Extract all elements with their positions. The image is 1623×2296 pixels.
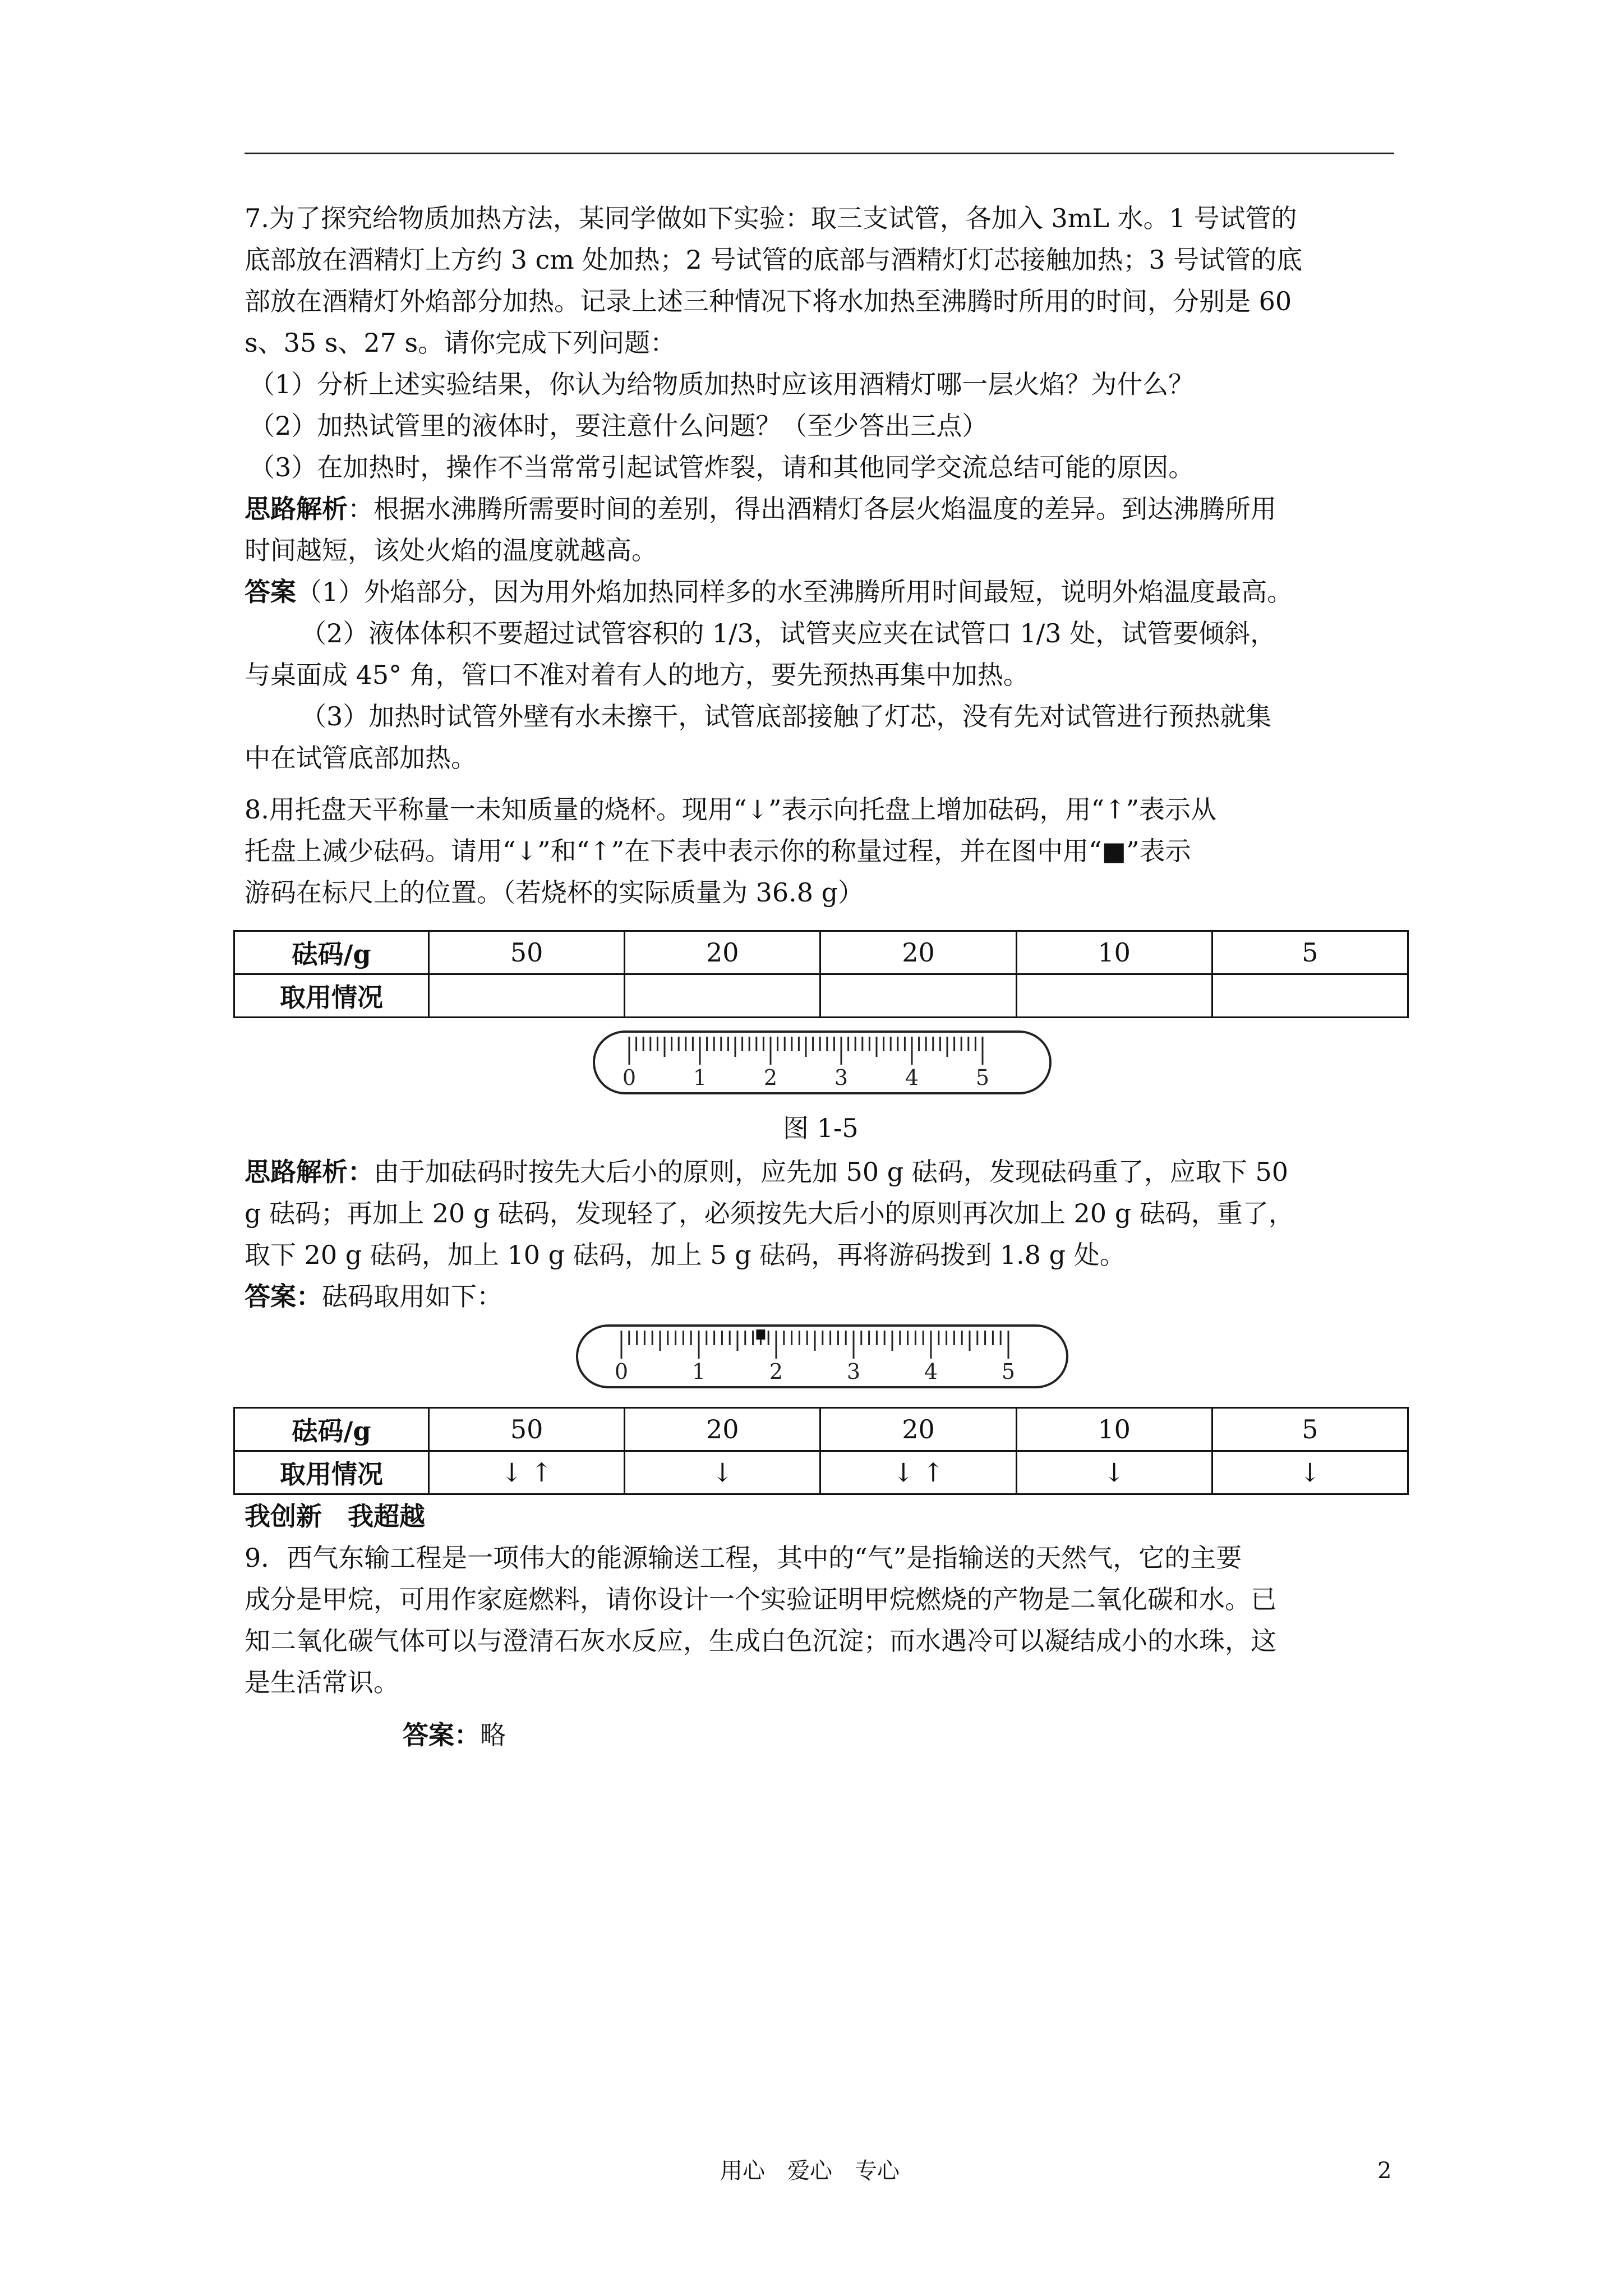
section-title: 我创新 我超越 bbox=[245, 1501, 425, 1531]
q7-line-2: 底部放在酒精灯上方约 3 cm 处加热；2 号试管的底部与酒精灯灯芯接触加热；3 号试管的底 bbox=[245, 245, 1303, 275]
q8-analysis-label: 思路解析： bbox=[245, 1157, 374, 1187]
ruler-tick-label: 1 bbox=[693, 1065, 707, 1090]
q9-line-4: 是生活常识。 bbox=[245, 1667, 399, 1697]
q9-line-2: 成分是甲烷，可用作家庭燃料，请你设计一个实验证明甲烷燃烧的产物是二氧化碳和水。已 bbox=[245, 1584, 1276, 1614]
ruler-tick-label: 2 bbox=[769, 1359, 783, 1384]
ruler-tick-label: 4 bbox=[924, 1359, 938, 1384]
q9-answer-line bbox=[403, 1718, 1552, 1752]
q9-line-3: 知二氧化碳气体可以与澄清石灰水反应，生成白色沉淀；而水遇冷可以凝结成小的水珠，这 bbox=[245, 1626, 1276, 1656]
weights-table-usage-cell[interactable] bbox=[1016, 974, 1212, 1018]
q8-answer-text: 砝码取用如下： bbox=[322, 1281, 502, 1312]
ruler-tick-label: 4 bbox=[905, 1065, 919, 1090]
q7-answer-1: （1）外焰部分，因为用外焰加热同样多的水至沸腾所用时间最短，说明外焰温度最高。 bbox=[296, 577, 1293, 607]
weights-table bbox=[233, 930, 1409, 1018]
answer-table-mass-cell: 50 bbox=[429, 1408, 625, 1451]
weights-table-header-label: 砝码/g bbox=[234, 931, 429, 974]
q8-line-1: 8.用托盘天平称量一未知质量的烧杯。现用“↓”表示向托盘上增加砝码，用“↑”表示从 bbox=[245, 794, 1217, 825]
q8-analysis-text: 由于加砝码时按先大后小的原则，应先加 50 g 砝码，发现砝码重了，应取下 50 bbox=[374, 1157, 1289, 1187]
answer-table-mass-cell: 5 bbox=[1212, 1408, 1408, 1451]
q8-analysis-line-2: g 砝码；再加上 20 g 砝码，发现轻了，必须按先大后小的原则再次加上 20 g 砝码，重了， bbox=[245, 1198, 1294, 1228]
q7-answer-label: 答案 bbox=[245, 577, 296, 607]
ruler-tick-label: 3 bbox=[846, 1359, 861, 1384]
rider-marker bbox=[756, 1329, 765, 1340]
q9-answer-text: 略 bbox=[480, 1720, 506, 1750]
answer-table-usage-row bbox=[234, 1451, 1408, 1494]
weights-table-mass-cell: 10 bbox=[1016, 931, 1212, 974]
answer-ruler-figure bbox=[575, 1324, 1069, 1393]
answer-table-usage-cell: ↓ ↑ bbox=[820, 1451, 1016, 1494]
q8-answer-line bbox=[245, 1279, 1394, 1314]
ruler-tick-label: 3 bbox=[834, 1065, 849, 1090]
weights-table-usage-cell[interactable] bbox=[625, 974, 820, 1018]
weights-table-mass-cell: 50 bbox=[429, 931, 625, 974]
weights-table-usage-cell[interactable] bbox=[820, 974, 1016, 1018]
footer-motto: 用心 爱心 专心 bbox=[720, 2158, 900, 2184]
weights-table-mass-cell: 20 bbox=[625, 931, 820, 974]
q7-answer-3-line-1: （3）加热时试管外壁有水未擦干，试管底部接触了灯芯，没有先对试管进行预热就集 bbox=[301, 701, 1272, 731]
weights-table-mass-cell: 20 bbox=[820, 931, 1016, 974]
ruler-tick-label: 5 bbox=[1001, 1359, 1016, 1384]
weights-table-usage-label: 取用情况 bbox=[234, 974, 429, 1018]
q8-answer-label: 答案： bbox=[245, 1281, 322, 1312]
q9-answer-label: 答案： bbox=[403, 1720, 480, 1750]
answer-table-header-label: 砝码/g bbox=[234, 1408, 429, 1451]
balance-ruler-figure bbox=[592, 1030, 1052, 1099]
q7-analysis-line-2: 时间越短，该处火焰的温度就越高。 bbox=[245, 535, 657, 565]
answer-table-usage-cell: ↓ bbox=[1016, 1451, 1212, 1494]
answer-table-usage-cell: ↓ bbox=[1212, 1451, 1408, 1494]
q7-analysis-label: 思路解析 bbox=[245, 494, 348, 524]
q7-sub-question-1: （1）分析上述实验结果，你认为给物质加热时应该用酒精灯哪一层火焰？为什么？ bbox=[249, 369, 1195, 399]
q8-line-3: 游码在标尺上的位置。（若烧杯的实际质量为 36.8 g） bbox=[245, 877, 864, 908]
answer-table-mass-cell: 10 bbox=[1016, 1408, 1212, 1451]
q7-sub-question-2: （2）加热试管里的液体时，要注意什么问题？（至少答出三点） bbox=[249, 411, 988, 441]
q7-answer-2-line-1: （2）液体体积不要超过试管容积的 1/3，试管夹应夹在试管口 1/3 处，试管要倾斜， bbox=[301, 618, 1276, 648]
answer-table-mass-cell: 20 bbox=[820, 1408, 1016, 1451]
ruler-tick-label: 5 bbox=[975, 1065, 990, 1090]
weights-table-mass-row bbox=[234, 931, 1408, 974]
header-rule bbox=[245, 153, 1394, 154]
q7-line-1: 7.为了探究给物质加热方法，某同学做如下实验：取三支试管，各加入 3mL 水。1 号试管的 bbox=[245, 203, 1297, 233]
weights-table-mass-cell: 5 bbox=[1212, 931, 1408, 974]
figure-caption: 图 1-5 bbox=[783, 1113, 859, 1143]
q8-analysis-line-1 bbox=[245, 1154, 1394, 1189]
ruler-tick-label: 0 bbox=[614, 1359, 629, 1384]
q9-line-1: 9．西气东输工程是一项伟大的能源输送工程，其中的“气”是指输送的天然气，它的主要 bbox=[245, 1543, 1242, 1573]
answer-weights-table bbox=[233, 1407, 1409, 1495]
q7-answer-line-1 bbox=[245, 574, 1394, 609]
q7-sub-question-3: （3）在加热时，操作不当常常引起试管炸裂，请和其他同学交流总结可能的原因。 bbox=[249, 452, 1195, 482]
answer-table-usage-cell: ↓ ↑ bbox=[429, 1451, 625, 1494]
ruler-tick-label: 1 bbox=[691, 1359, 706, 1384]
ruler-tick-label: 2 bbox=[763, 1065, 778, 1090]
answer-table-usage-cell: ↓ bbox=[625, 1451, 820, 1494]
q7-answer-3-line-2: 中在试管底部加热。 bbox=[245, 743, 477, 773]
q7-analysis-line-1 bbox=[245, 491, 1394, 526]
answer-table-mass-row bbox=[234, 1408, 1408, 1451]
ruler-tick-label: 0 bbox=[622, 1065, 637, 1090]
weights-table-usage-cell[interactable] bbox=[429, 974, 625, 1018]
q7-line-3: 部放在酒精灯外焰部分加热。记录上述三种情况下将水加热至沸腾时所用的时间，分别是 60 bbox=[245, 286, 1292, 316]
answer-table-mass-cell: 20 bbox=[625, 1408, 820, 1451]
q7-analysis-text: ：根据水沸腾所需要时间的差别，得出酒精灯各层火焰温度的差异。到达沸腾所用 bbox=[348, 494, 1276, 524]
answer-table-usage-label: 取用情况 bbox=[234, 1451, 429, 1494]
q8-line-2: 托盘上减少砝码。请用“↓”和“↑”在下表中表示你的称量过程，并在图中用“■”表示 bbox=[245, 836, 1191, 866]
weights-table-usage-cell[interactable] bbox=[1212, 974, 1408, 1018]
page-number: 2 bbox=[1377, 2158, 1392, 2184]
weights-table-usage-row bbox=[234, 974, 1408, 1018]
q7-answer-2-line-2: 与桌面成 45° 角，管口不准对着有人的地方，要先预热再集中加热。 bbox=[245, 660, 1029, 690]
q8-analysis-line-3: 取下 20 g 砝码，加上 10 g 砝码，加上 5 g 砝码，再将游码拨到 1.8 g 处。 bbox=[245, 1240, 1126, 1270]
q7-line-4: s、35 s、27 s。请你完成下列问题： bbox=[245, 328, 676, 358]
